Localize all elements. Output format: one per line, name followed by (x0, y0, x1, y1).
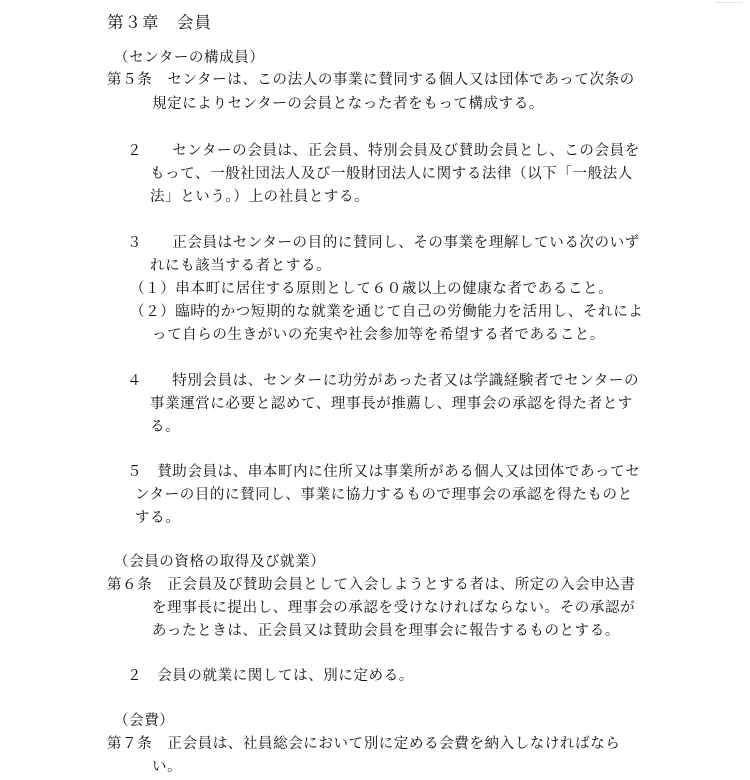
article-6-para-2-line: ２ 会員の就業に関しては、別に定める。 (127, 668, 414, 684)
article-5-para-3-item: （２）臨時的かつ短期的な就業を通じて自己の労働能力を活用し、それによ (130, 304, 644, 320)
article-5-line: 規定によりセンターの会員となった者をもって構成する。 (152, 96, 545, 112)
article-7-line: い。 (152, 759, 183, 775)
chapter-title: 第３章 会員 (107, 13, 212, 32)
article-5-para-3-line: れにも該当する者とする。 (150, 258, 332, 274)
article-6-line: あったときは、正会員又は賛助会員を理事会に報告するものとする。 (152, 623, 620, 639)
article-5-para-5-line: ンターの目的に賛同し、事業に協力するもので理事会の承認を得たものと (135, 487, 633, 503)
article-5-para-4-line: る。 (150, 419, 181, 435)
article-7-line: 第７条 正会員は、社員総会において別に定める会費を納入しなければなら (107, 736, 621, 752)
article-5-caption: （センターの構成員） (114, 50, 265, 66)
article-5-para-3-line: ３ 正会員はセンターの目的に賛同し、その事業を理解している次のいず (127, 235, 640, 251)
article-6-caption: （会員の資格の取得及び就業） (114, 554, 326, 570)
article-5-para-5-line: ５ 賛助会員は、串本町内に住所又は事業所がある個人又は団体であってセ (127, 464, 641, 480)
article-5-para-2-line: 法」という。）上の社員とする。 (150, 189, 370, 205)
article-5-para-2-line: もって、一般社団法人及び一般財団法人に関する法律（以下「一般法人 (150, 166, 633, 182)
article-7-caption: （会費） (114, 713, 175, 729)
article-6-line: を理事長に提出し、理事会の承認を受けなければならない。その承認が (152, 600, 636, 616)
article-5-para-3-item: （１）串本町に居住する原則として６０歳以上の健康な者であること。 (130, 281, 614, 297)
article-5-para-4-line: ４ 特別会員は、センターに功労があった者又は学識経験者でセンターの (127, 373, 640, 389)
article-6-line: 第６条 正会員及び賛助会員として入会しようとする者は、所定の入会申込書 (107, 577, 636, 593)
article-5-para-5-line: する。 (135, 510, 181, 526)
article-5-para-3-item: って自らの生きがいの充実や社会参加等を希望する者であること。 (152, 327, 605, 343)
article-5-line: 第５条 センターは、この法人の事業に賛同する個人又は団体であって次条の (107, 72, 635, 88)
page-corner-mark (716, 2, 742, 6)
article-5-para-4-line: 事業運営に必要と認めて、理事長が推薦し、理事会の承認を得た者とす (150, 396, 633, 412)
article-5-para-2-line: ２ センターの会員は、正会員、特別会員及び賛助会員とし、この会員を (127, 143, 640, 159)
